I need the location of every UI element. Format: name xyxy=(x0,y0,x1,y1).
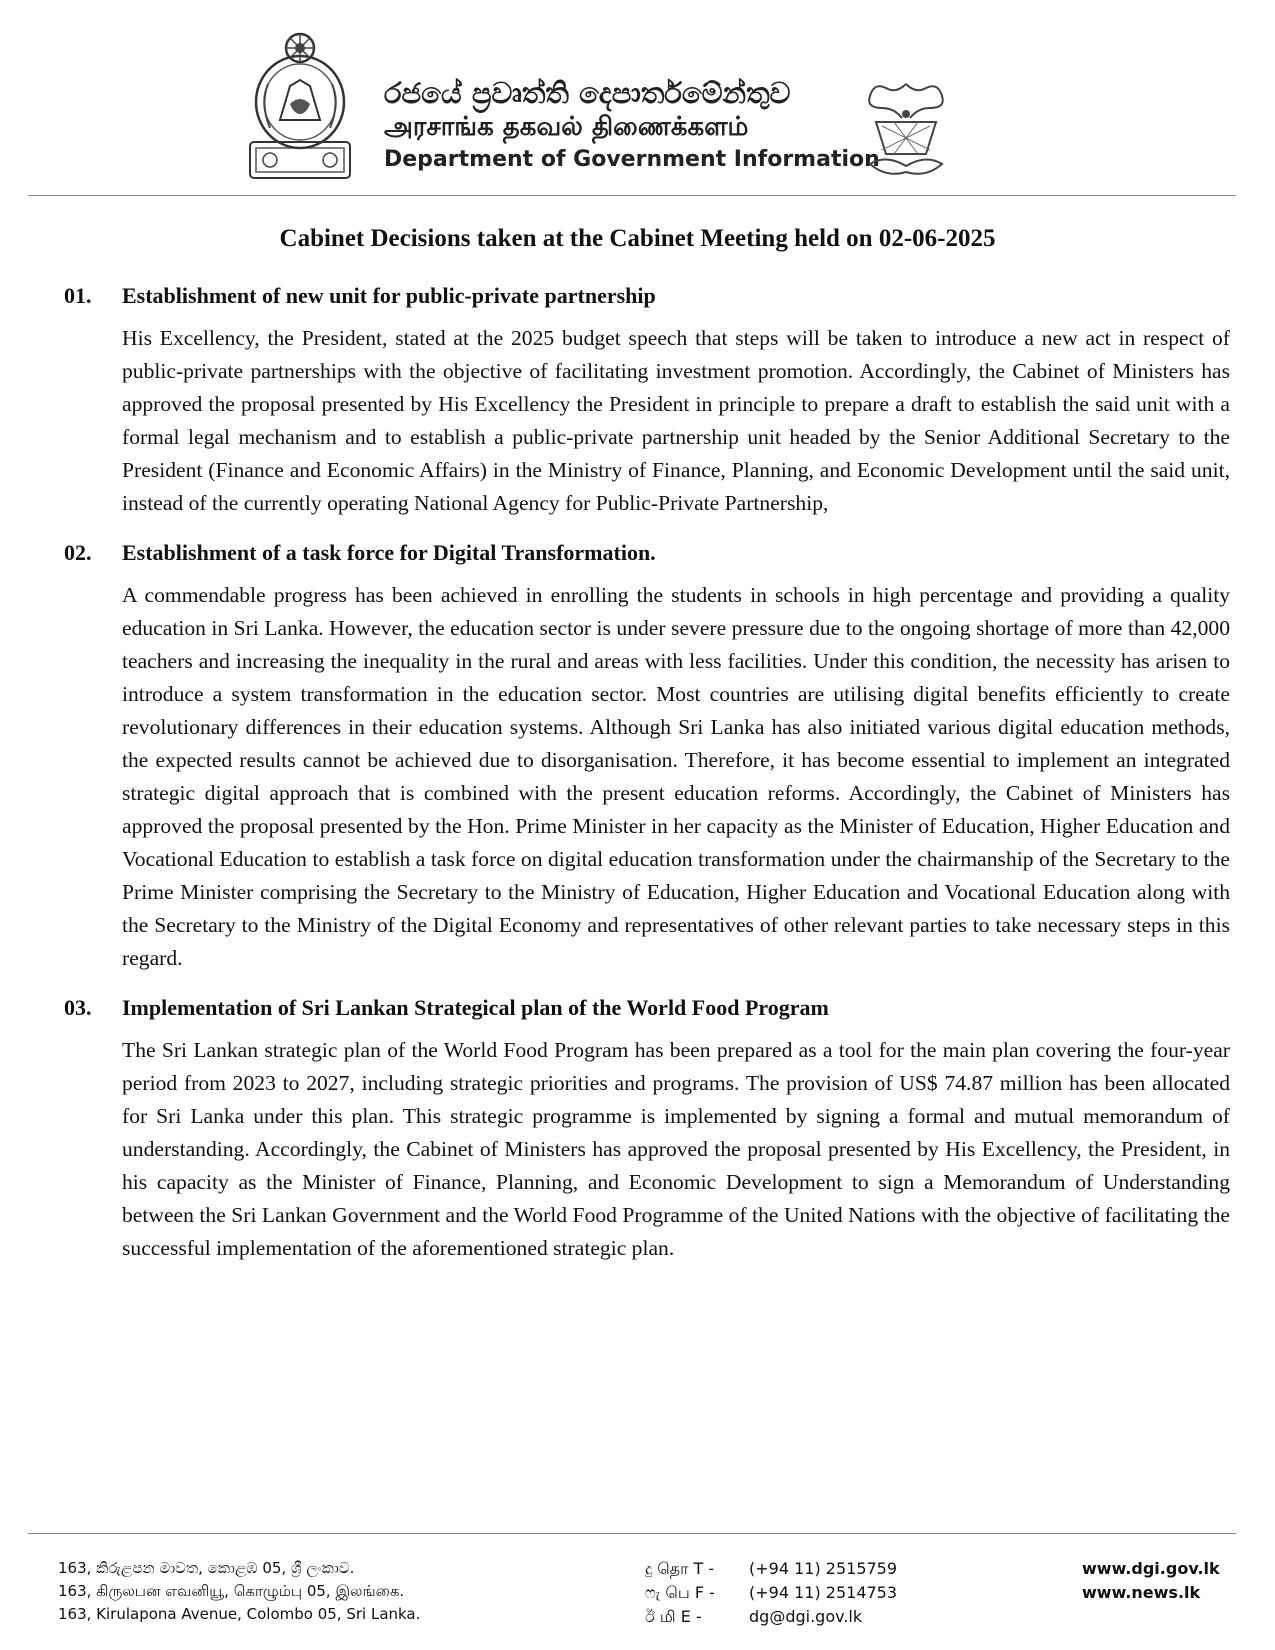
sri-lanka-state-emblem-icon xyxy=(246,24,354,182)
swan-ornament-icon xyxy=(856,74,956,182)
decision-list xyxy=(64,281,1230,1283)
website-block xyxy=(1082,1557,1220,1605)
address-block xyxy=(58,1557,420,1626)
decision-number: 02. xyxy=(64,540,92,565)
decision-number: 03. xyxy=(64,995,92,1020)
decision-title: Establishment of a task force for Digital Transformation. xyxy=(122,540,656,565)
footer xyxy=(0,1557,1275,1647)
header-divider xyxy=(28,195,1236,196)
phone-label: දු தொ T - xyxy=(645,1559,715,1578)
decision-item xyxy=(64,538,1230,975)
website-link-news[interactable]: www.news.lk xyxy=(1082,1583,1201,1602)
fax-label: ෆැ பெ F - xyxy=(645,1583,715,1602)
decision-number: 01. xyxy=(64,283,92,308)
address-english: 163, Kirulapona Avenue, Colombo 05, Sri Lanka. xyxy=(58,1605,421,1623)
address-sinhala: 163, කිරුළපන මාවත, කොළඹ 05, ශ්‍රී ලංකාව. xyxy=(58,1559,355,1577)
decision-heading xyxy=(64,281,1230,311)
decision-item xyxy=(64,281,1230,520)
department-name-sinhala: රජයේ ප්‍රවෘත්ති දෙපාර්තමේන්තුව xyxy=(384,76,791,110)
phone-row xyxy=(645,1557,897,1581)
fax-number: (+94 11) 2514753 xyxy=(749,1583,898,1602)
email-address[interactable]: dg@dgi.gov.lk xyxy=(749,1607,863,1626)
decision-heading xyxy=(64,993,1230,1023)
decision-body: The Sri Lankan strategic plan of the World Food Program has been prepared as a tool for the main plan covering the four-year period from 2023 to 2027, including strategic priorities and programs. The provision of US$ 74.87 million has been allocated for Sri Lanka under this plan. This strategic programme is implemented by signing a formal and mutual memorandum of understanding. Accordingly, the Cabinet of Ministers has approved the proposal presented by His Excellency, the President, in his capacity as the Minister of Finance, Planning, and Economic Development to sign a Memorandum of Understanding between the Sri Lankan Government and the World Food Programme of the United Nations with the objective of facilitating the successful implementation of the aforementioned strategic plan. xyxy=(122,1038,1230,1260)
website-link-dgi[interactable]: www.dgi.gov.lk xyxy=(1082,1559,1220,1578)
contact-block xyxy=(645,1557,897,1629)
department-name-english: Department of Government Information xyxy=(384,147,880,172)
decision-heading xyxy=(64,538,1230,568)
department-names xyxy=(384,76,880,176)
footer-divider xyxy=(28,1533,1236,1534)
decision-body: A commendable progress has been achieved in enrolling the students in schools in high percentage and providing a quality education in Sri Lanka. However, the education sector is under severe pressure due to the ongoing shortage of more than 42,000 teachers and increasing the inequality in the rural and areas with less facilities. Under this condition, the necessity has arisen to introduce a system transformation in the education sector. Most countries are utilising digital benefits efficiently to create revolutionary differences in their education systems. Although Sri Lanka has also initiated various digital education methods, the expected results cannot be achieved due to disorganisation. Therefore, it has become essential to implement an integrated strategic digital approach that is combined with the present education reforms. Accordingly, the Cabinet of Ministers has approved the proposal presented by the Hon. Prime Minister in her capacity as the Minister of Education, Higher Education and Vocational Education to establish a task force on digital education transformation under the chairmanship of the Secretary to the Prime Minister comprising the Secretary to the Ministry of Education, Higher Education and Vocational Education along with the Secretary to the Ministry of the Digital Economy and representatives of other relevant parties to take necessary steps in this regard. xyxy=(122,583,1230,970)
phone-number: (+94 11) 2515759 xyxy=(749,1559,898,1578)
fax-row xyxy=(645,1581,897,1605)
decision-title: Implementation of Sri Lankan Strategical plan of the World Food Program xyxy=(122,995,829,1020)
page-title: Cabinet Decisions taken at the Cabinet Meeting held on 02-06-2025 xyxy=(279,225,996,252)
decision-body: His Excellency, the President, stated at the 2025 budget speech that steps will be taken to introduce a new act in respect of public-private partnerships with the objective of facilitating investment promotion. Accordingly, the Cabinet of Ministers has approved the proposal presented by His Excellency the President in principle to prepare a draft to establish the said unit with a formal legal mechanism and to establish a public-private partnership unit headed by the Senior Additional Secretary to the President (Finance and Economic Affairs) in the Ministry of Finance, Planning, and Economic Development until the said unit, instead of the currently operating National Agency for Public-Private Partnership, xyxy=(122,326,1230,515)
email-row xyxy=(645,1605,897,1629)
department-name-tamil: அரசாங்க தகவல் திணைக்களம் xyxy=(384,112,749,142)
decision-item xyxy=(64,993,1230,1265)
letterhead xyxy=(0,22,1275,182)
email-label: ඊ மி E - xyxy=(645,1607,702,1626)
address-tamil: 163, கிருலபன எவனியூ, கொழும்பு 05, இலங்கை. xyxy=(58,1582,405,1600)
decision-title: Establishment of new unit for public-private partnership xyxy=(122,283,656,308)
